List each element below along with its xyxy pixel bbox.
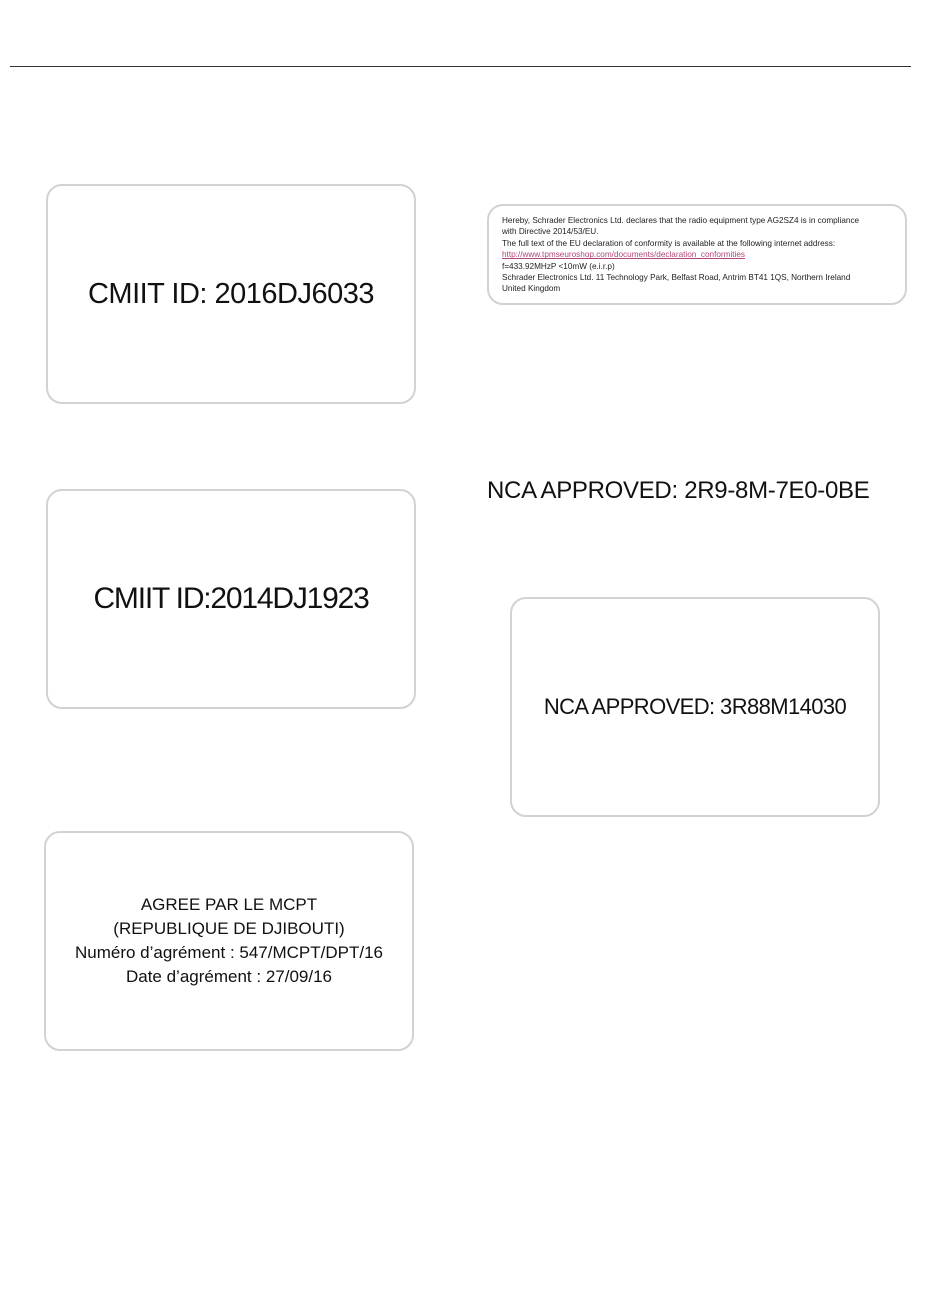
declaration-url-link[interactable]: http://www.tpmseuroshop.com/documents/declaration_conformities xyxy=(502,250,746,260)
eu-declaration-line: The full text of the EU declaration of conformity is available at the following internet address: xyxy=(502,238,836,248)
mcpt-approval-text xyxy=(75,893,383,989)
eu-declaration-box xyxy=(487,204,907,305)
eu-declaration-line: Hereby, Schrader Electronics Ltd. declares that the radio equipment type AG2SZ4 is in compliance xyxy=(502,216,860,225)
nca-approved-text-plain: NCA APPROVED: 2R9-8M-7E0-0BE xyxy=(487,477,870,504)
eu-declaration-line: United Kingdom xyxy=(502,284,561,294)
mcpt-line: AGREE PAR LE MCPT xyxy=(140,895,318,914)
eu-declaration-line: f=433.92MHzP <10mW (e.i.r.p) xyxy=(502,261,615,271)
cmiit-id-text-2: CMIIT ID:2014DJ1923 xyxy=(93,582,369,615)
nca-label-box xyxy=(510,597,880,817)
cmiit-id-text-1: CMIIT ID: 2016DJ6033 xyxy=(87,277,375,310)
eu-declaration-line: Schrader Electronics Ltd. 11 Technology Park, Belfast Road, Antrim BT41 1QS, Northern Ireland xyxy=(502,273,851,283)
nca-approved-text-boxed: NCA APPROVED: 3R88M14030 xyxy=(543,694,847,719)
mcpt-approval-number: Numéro d’agrément : 547/MCPT/DPT/16 xyxy=(74,943,383,962)
mcpt-label-box xyxy=(44,831,414,1051)
mcpt-line: (REPUBLIQUE DE DJIBOUTI) xyxy=(113,919,345,938)
cmiit-label-box-2 xyxy=(46,489,416,709)
cmiit-label-box-1 xyxy=(46,184,416,404)
mcpt-approval-date: Date d’agrément : 27/09/16 xyxy=(125,967,332,986)
eu-declaration-text xyxy=(489,206,869,295)
top-divider xyxy=(10,66,911,67)
eu-declaration-line: with Directive 2014/53/EU. xyxy=(502,227,599,237)
